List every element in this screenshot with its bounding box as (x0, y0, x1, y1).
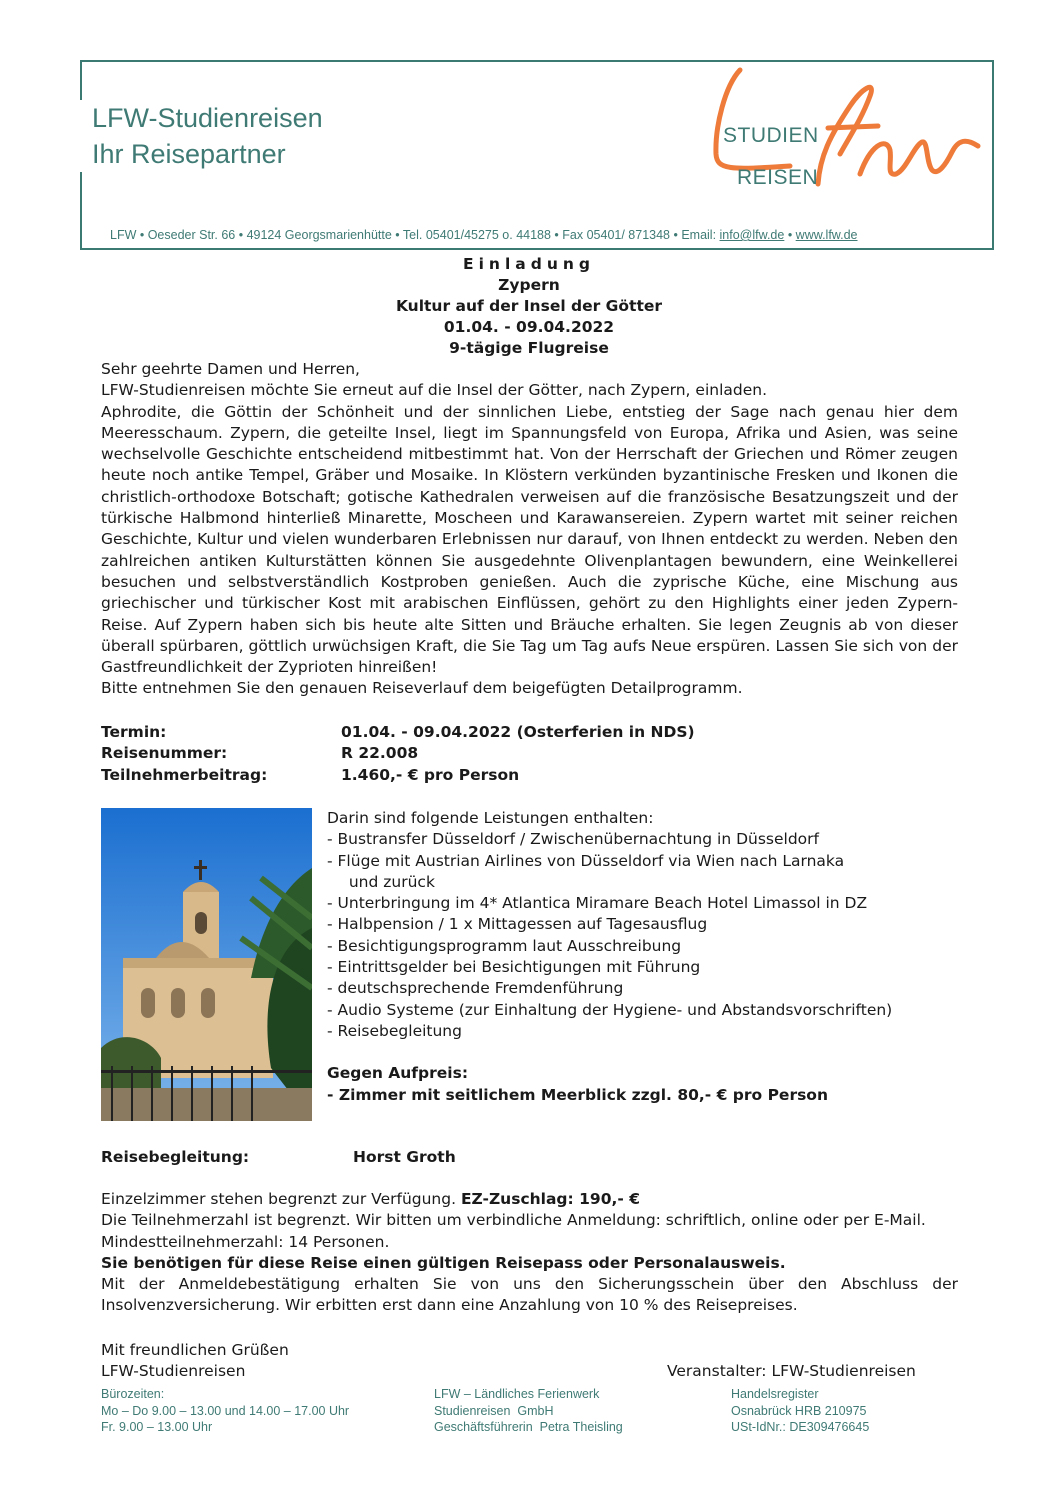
surcharge-item: - Zimmer mit seitlichem Meerblick zzgl. 80,- € pro Person (327, 1085, 828, 1104)
letterhead-frame-bottom (80, 248, 994, 250)
letterhead-frame-right (992, 60, 994, 250)
passport-note: Sie benötigen für diese Reise einen gültigen Reisepass oder Personalausweis. (101, 1253, 786, 1272)
closing (101, 1340, 289, 1383)
trip-dates: 01.04. - 09.04.2022 (443, 318, 615, 336)
services-list (327, 829, 957, 1042)
booking-notes (101, 1189, 958, 1317)
surcharge-heading: Gegen Aufpreis: (327, 1064, 469, 1083)
list-item: - Audio Systeme (zur Einhaltung der Hygiene- und Abstandsvorschriften) (327, 1000, 893, 1019)
logo-text-studien: STUDIEN (723, 124, 819, 147)
letter-body (101, 359, 958, 700)
trip-subtitle: Kultur auf der Insel der Götter (395, 297, 663, 315)
church-photo (101, 808, 312, 1121)
footer-line: Handelsregister (731, 1387, 819, 1401)
fact-label: Teilnehmerbeitrag: (101, 765, 268, 784)
footer-line: Bürozeiten: (101, 1387, 165, 1401)
fact-value: R 22.008 (341, 744, 419, 763)
footer-line: Osnabrück HRB 210975 (731, 1403, 867, 1418)
contact-line (110, 228, 858, 242)
minimum-note: Mindestteilnehmerzahl: 14 Personen. (101, 1232, 390, 1251)
footer-line: Studienreisen GmbH (434, 1403, 554, 1418)
fact-label: Reisenummer: (101, 744, 228, 763)
footer-office-hours (101, 1386, 349, 1436)
email-link[interactable]: info@lfw.de (719, 228, 785, 242)
regards: Mit freundlichen Grüßen (101, 1341, 289, 1359)
list-item: - Flüge mit Austrian Airlines von Düsseldorf via Wien nach Larnaka und zurück (327, 851, 845, 891)
brand-line-2: Ihr Reisepartner (92, 139, 286, 169)
organizer: Veranstalter: LFW-Studienreisen (667, 1362, 916, 1380)
tour-guide (101, 1148, 456, 1166)
brand-line-1: LFW-Studienreisen (92, 103, 323, 133)
insurance-note: Mit der Anmeldebestätigung erhalten Sie von uns den Sicherungsschein über den Abschluss der Insolvenzversicherung. Wir erbitten erst dann eine Anzahlung von 10 % des Reisepreises. (101, 1275, 958, 1315)
closing-line: Bitte entnehmen Sie den genauen Reiseverlauf dem beigefügten Detailprogramm. (101, 679, 743, 698)
fact-row-price (101, 765, 695, 786)
key-facts (101, 722, 695, 786)
single-room-fee: EZ-Zuschlag: 190,- € (460, 1190, 640, 1208)
main-paragraph: Aphrodite, die Göttin der Schönheit und der sinnlichen Liebe, entstieg der Sage nach genau hier dem Meeresschaum. Zypern, die geteilte Insel, liegt im Spannungsfeld von Europa, Afrika und Asien, was seine wechselvolle Geschichte entscheidend mitbestimmt hat. Von der Herrschaft der Griechen und Römer zeugen heute noch antike Tempel, Gräber und Mosaike. In Klöstern verkünden byzantinische Fresken und Ikonen die christlich-orthodoxe Botschaft; gotische Kathedralen verweisen auf die französische Besatzungszeit und der türkische Halbmond hinterließ Minarette, Moscheen und Karawansereien. Zypern wartet mit seiner reichen Geschichte, Kultur und vielen wunderbaren Erlebnissen nur darauf, von Ihnen entdeckt zu werden. Neben den zahlreichen antiken Kulturstätten können Sie ausgedehnte Olivenplantagen bewundern, eine Weinkellerei besuchen und selbstverständlich Kostproben genießen. Auch die zyprische Küche, eine Mischung aus griechischer und türkischer Kost mit arabischen Einflüssen, gehört zu den Highlights einer jeden Zypern-Reise. Auf Zypern haben sich bis heute alte Sitten und Bräuche erhalten. Sie legen Zeugnis ab von dieser überall spürbaren, göttlich urwüchsigen Kraft, die Sie Tag um Tag aufs Neue erspüren. Lassen Sie sich von der Gastfreundlichkeit der Zyprioten hinreißen! (101, 402, 958, 677)
guide-name: Horst Groth (353, 1148, 456, 1166)
fact-row-date (101, 722, 695, 743)
trip-duration: 9-tägige Flugreise (449, 339, 609, 357)
intro-paragraph: LFW-Studienreisen möchte Sie erneut auf die Insel der Götter, nach Zypern, einladen. (101, 381, 768, 400)
letterhead-frame-left (80, 60, 82, 100)
greeting: Sehr geehrte Damen und Herren, (101, 360, 360, 378)
letterhead-frame-left-lower (80, 172, 82, 250)
contact-separator: • (784, 228, 796, 242)
footer-line: LFW – Ländliches Ferienwerk (434, 1387, 600, 1401)
logo-text-reisen: REISEN (737, 166, 819, 189)
list-item: - Besichtigungsprogramm laut Ausschreibung (327, 936, 682, 955)
fact-value: 1.460,- € pro Person (341, 765, 520, 784)
fact-value: 01.04. - 09.04.2022 (Osterferien in NDS) (341, 723, 695, 741)
footer-line: Geschäftsführerin Petra Theisling (434, 1420, 623, 1434)
footer-register (731, 1386, 869, 1436)
services-heading: Darin sind folgende Leistungen enthalten: (327, 809, 654, 827)
sender: LFW-Studienreisen (101, 1362, 246, 1381)
list-item: - Halbpension / 1 x Mittagessen auf Tagesausflug (327, 915, 708, 934)
list-item: - Eintrittsgelder bei Besichtigungen mit Führung (327, 958, 701, 977)
list-item: - Reisebegleitung (327, 1021, 462, 1040)
list-item: - Unterbringung im 4* Atlantica Miramare Beach Hotel Limassol in DZ (327, 894, 868, 913)
single-room-note (101, 1189, 958, 1210)
fact-row-number (101, 743, 695, 764)
brand-name (92, 100, 323, 172)
footer-line: Fr. 9.00 – 13.00 Uhr (101, 1420, 213, 1434)
title-block (100, 254, 958, 359)
invitation-title: Einladung (463, 255, 595, 273)
footer-company (434, 1386, 623, 1436)
single-room-text: Einzelzimmer stehen begrenzt zur Verfügung. (101, 1190, 461, 1208)
list-item: - Bustransfer Düsseldorf / Zwischenübernachtung in Düsseldorf (327, 830, 819, 849)
website-link[interactable]: www.lfw.de (795, 228, 858, 242)
footer-line: Mo – Do 9.00 – 13.00 und 14.00 – 17.00 Uhr (101, 1403, 350, 1418)
contact-text: LFW • Oeseder Str. 66 • 49124 Georgsmarienhütte • Tel. 05401/45275 o. 44188 • Fax 05401/ 871348 • Email: (110, 228, 720, 242)
fact-label: Termin: (101, 723, 167, 741)
services-section (327, 808, 957, 1106)
guide-label: Reisebegleitung: (101, 1148, 250, 1166)
list-item: - deutschsprechende Fremdenführung (327, 979, 624, 998)
letterhead-frame-top (80, 60, 994, 62)
footer-line: USt-IdNr.: DE309476645 (731, 1420, 870, 1434)
destination-title: Zypern (498, 276, 560, 294)
participants-note: Die Teilnehmerzahl ist begrenzt. Wir bitten um verbindliche Anmeldung: schriftlich, online oder per E-Mail. (101, 1211, 926, 1230)
